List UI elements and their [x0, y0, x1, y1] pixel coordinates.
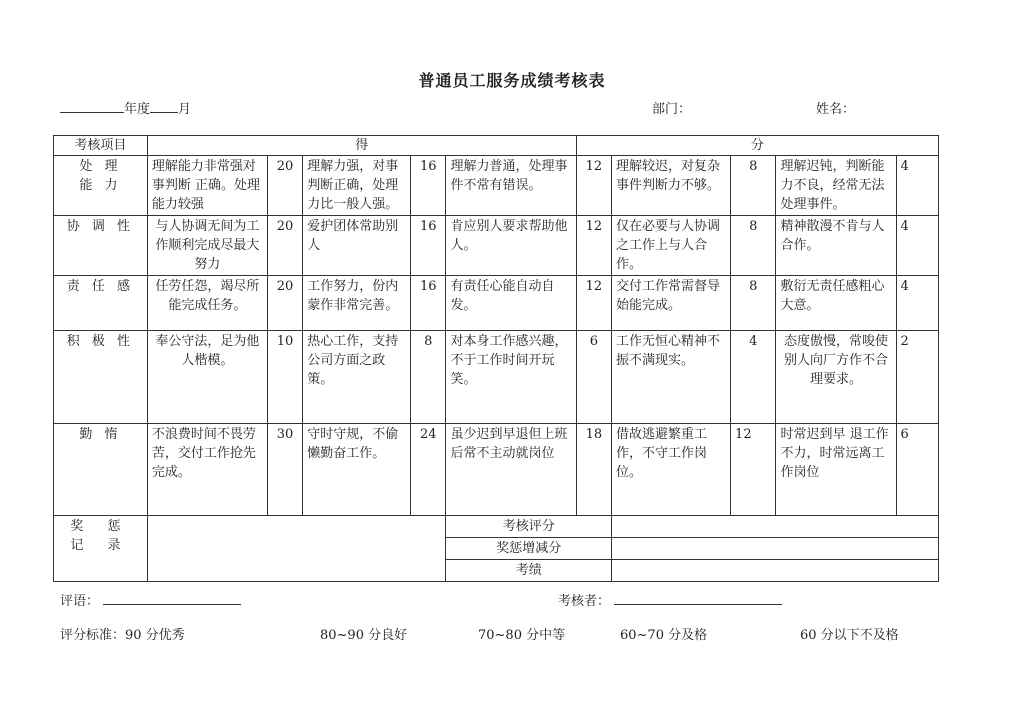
score-cell[interactable]: 2 — [896, 331, 939, 424]
month-label: 月 — [178, 102, 192, 117]
criteria-cell: 理解力强，对事判断正确，处理力比一般人强。 — [303, 156, 411, 216]
comment-field[interactable] — [60, 590, 241, 609]
row-label: 勤 惰 — [54, 424, 148, 516]
table-header-row — [54, 136, 939, 156]
score-cell[interactable]: 20 — [267, 276, 302, 331]
comment-label: 评语： — [60, 594, 100, 609]
criteria-excellent: 评分标准：90 分优秀 — [60, 628, 185, 643]
reward-record-label: 奖 惩 记 录 — [54, 516, 148, 582]
criteria-cell: 对本身工作感兴趣，不于工作时间开玩笑。 — [446, 331, 576, 424]
evaluation-table — [53, 135, 939, 582]
criteria-cell: 理解能力非常强对事判断 正确。处理能力较强 — [147, 156, 267, 216]
score-cell[interactable]: 12 — [731, 424, 776, 516]
reviewer-blank[interactable] — [614, 592, 782, 605]
table-row — [54, 424, 939, 516]
score-cell[interactable]: 8 — [731, 276, 776, 331]
criteria-cell: 热心工作，支持公司方面之政策。 — [303, 331, 411, 424]
criteria-cell: 借故逃避繁重工作，不守工作岗位。 — [612, 424, 731, 516]
criteria-cell: 爱护团体常助别人 — [303, 216, 411, 276]
header-score-right: 分 — [576, 136, 938, 156]
header-item: 考核项目 — [54, 136, 148, 156]
score-cell[interactable]: 4 — [896, 276, 939, 331]
table-row — [54, 216, 939, 276]
score-cell[interactable]: 4 — [896, 156, 939, 216]
criteria-cell: 理解力普通，处理事件不常有错误。 — [446, 156, 576, 216]
score-cell[interactable]: 6 — [576, 331, 611, 424]
score-cell[interactable]: 16 — [411, 156, 446, 216]
month-blank[interactable] — [150, 100, 178, 113]
score-cell[interactable]: 4 — [731, 331, 776, 424]
criteria-medium: 70~80 分中等 — [478, 628, 566, 643]
page-title: 普通员工服务成绩考核表 — [418, 71, 606, 90]
criteria-cell: 理解迟钝，判断能力不良，经常无法 处理事件。 — [776, 156, 896, 216]
criteria-cell: 敷衍无责任感粗心大意。 — [776, 276, 896, 331]
summary-row — [54, 516, 939, 538]
criteria-cell: 交付工作常需督导始能完成。 — [612, 276, 731, 331]
criteria-cell: 工作无恒心精神不振不满现实。 — [612, 331, 731, 424]
criteria-good: 80~90 分良好 — [320, 628, 408, 643]
criteria-cell: 工作努力，份内蒙作非常完善。 — [303, 276, 411, 331]
year-month-field[interactable] — [60, 98, 191, 117]
score-cell[interactable]: 8 — [411, 331, 446, 424]
summary-value-field[interactable] — [612, 538, 939, 560]
reward-record-field[interactable] — [147, 516, 446, 582]
row-label: 处 理 能 力 — [54, 156, 148, 216]
summary-label: 考绩 — [446, 560, 612, 582]
summary-value-field[interactable] — [612, 560, 939, 582]
criteria-cell: 奉公守法，足为他人楷模。 — [147, 331, 267, 424]
summary-value-field[interactable] — [612, 516, 939, 538]
score-cell[interactable]: 30 — [267, 424, 302, 516]
score-cell[interactable]: 16 — [411, 216, 446, 276]
criteria-cell: 态度傲慢，常唆使别人向厂方作不合理要求。 — [776, 331, 896, 424]
name-label: 姓名： — [816, 102, 856, 117]
header-score-left: 得 — [147, 136, 576, 156]
table-row — [54, 331, 939, 424]
score-cell[interactable]: 12 — [576, 216, 611, 276]
score-cell[interactable]: 18 — [576, 424, 611, 516]
year-label: 年度 — [124, 102, 151, 117]
score-cell[interactable]: 24 — [411, 424, 446, 516]
reviewer-label: 考核者： — [558, 594, 611, 609]
year-blank[interactable] — [60, 100, 124, 113]
summary-label: 奖惩增减分 — [446, 538, 612, 560]
score-cell[interactable]: 12 — [576, 156, 611, 216]
criteria-cell: 精神散漫不肯与人合作。 — [776, 216, 896, 276]
score-cell[interactable]: 10 — [267, 331, 302, 424]
table-row — [54, 156, 939, 216]
criteria-cell: 虽少迟到早退但上班后常不主动就岗位 — [446, 424, 576, 516]
criteria-cell: 有责任心能自动自发。 — [446, 276, 576, 331]
summary-label: 考核评分 — [446, 516, 612, 538]
score-cell[interactable]: 20 — [267, 216, 302, 276]
score-cell[interactable]: 20 — [267, 156, 302, 216]
criteria-cell: 任劳任怨，竭尽所能完成任务。 — [147, 276, 267, 331]
criteria-cell: 时常迟到早 退工作不力，时常远离工作岗位 — [776, 424, 896, 516]
score-cell[interactable]: 4 — [896, 216, 939, 276]
criteria-pass: 60~70 分及格 — [620, 628, 708, 643]
department-label: 部门： — [652, 102, 692, 117]
criteria-cell: 与人协调无间为工作顺利完成尽最大努力 — [147, 216, 267, 276]
criteria-cell: 守时守规，不偷懒勤奋工作。 — [303, 424, 411, 516]
criteria-cell: 理解较迟，对复杂事件判断力不够。 — [612, 156, 731, 216]
score-cell[interactable]: 6 — [896, 424, 939, 516]
criteria-cell: 肯应别人要求帮助他人。 — [446, 216, 576, 276]
reviewer-field[interactable] — [558, 590, 782, 609]
row-label: 积 极 性 — [54, 331, 148, 424]
table-row — [54, 276, 939, 331]
criteria-fail: 60 分以下不及格 — [800, 628, 899, 643]
score-cell[interactable]: 8 — [731, 216, 776, 276]
row-label: 协 调 性 — [54, 216, 148, 276]
row-label: 责 任 感 — [54, 276, 148, 331]
comment-blank[interactable] — [103, 592, 241, 605]
score-cell[interactable]: 16 — [411, 276, 446, 331]
score-cell[interactable]: 12 — [576, 276, 611, 331]
score-cell[interactable]: 8 — [731, 156, 776, 216]
criteria-cell: 仅在必要与人协调之工作上与人合作。 — [612, 216, 731, 276]
criteria-cell: 不浪费时间不畏劳苦，交付工作抢先完成。 — [147, 424, 267, 516]
